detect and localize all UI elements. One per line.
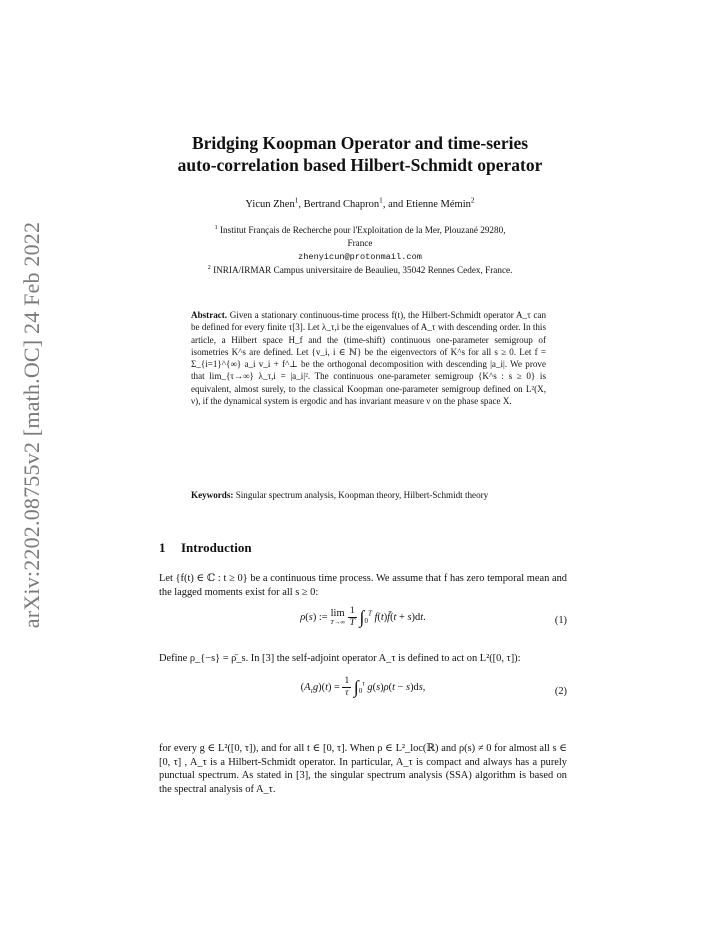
author-2-mark: 1 xyxy=(379,195,383,205)
author-3-mark: 2 xyxy=(470,195,475,205)
title-line-1: Bridging Koopman Operator and time-series xyxy=(191,133,529,153)
arxiv-identifier-text: arXiv:2202.08755v2 [math.OC] 24 Feb 2022 xyxy=(19,221,44,629)
section-title: Introduction xyxy=(181,540,252,555)
author-3: , and Etienne Mémin xyxy=(382,199,471,210)
keywords-text: Singular spectrum analysis, Koopman theory, Hilbert-Schmidt theory xyxy=(235,490,489,500)
affiliation-2 xyxy=(130,264,590,277)
author-list xyxy=(130,195,590,210)
intro-paragraph-2: Define ρ_{−s} = ρ̄_s. In [3] the self-adjoint operator A_τ is defined to act on L²([0, τ]): xyxy=(159,653,521,664)
author-2: , Bertrand Chapron xyxy=(298,199,380,210)
affiliation-1-mark: 1 xyxy=(214,223,218,231)
equation-1 xyxy=(159,606,567,640)
affiliation-2-mark: 2 xyxy=(207,263,211,271)
affiliation-1-text: Institut Français de Recherche pour l'Exploitation de la Mer, Plouzané 29280, xyxy=(217,225,506,235)
section-heading xyxy=(159,540,252,556)
author-email[interactable]: zhenyicun@protonmail.com xyxy=(298,252,422,262)
equation-1-body: ρ(s) := lim T→∞ $\frac{1}{T}$ $\int_0^T$ f(t)f̄(t + s)dt. xyxy=(300,606,426,628)
affiliation-1-country: France xyxy=(347,237,373,248)
section-number: 1 xyxy=(159,540,166,555)
equation-1-number: (1) xyxy=(554,615,567,626)
equation-2 xyxy=(159,676,567,710)
intro-paragraph-1: Let {f(t) ∈ ℂ : t ≥ 0} be a continuous time process. We assume that f has zero temporal mean and the lagged moments exist for all s ≥ 0: xyxy=(159,573,567,598)
paper-title xyxy=(130,132,590,176)
abstract-label: Abstract. xyxy=(191,310,228,320)
abstract-block xyxy=(191,309,546,407)
affiliation-2-text: INRIA/IRMAR Campus universitaire de Beaulieu, 35042 Rennes Cedex, France. xyxy=(210,265,513,275)
keywords-block xyxy=(191,489,546,501)
equation-2-number: (2) xyxy=(554,686,567,697)
intro-paragraph-3: for every g ∈ L²([0, τ]), and for all t ∈ [0, τ]. When ρ ∈ L²_loc(ℝ) and ρ(s) ≠ 0 for almost all s ∈ [0, τ] , A_τ is a Hilbert-Schmidt operator. In particular, A_τ is compact and always has a purely punctual spectrum. As stated in [3], the singular spectrum analysis (SSA) algorithm is based on the spectral analysis of A_τ. xyxy=(159,743,567,795)
arxiv-identifier-stamp xyxy=(18,205,46,645)
equation-2-body: $(A_\tau g)(t)$ = $\frac{1}{\tau}$ $\int_0^\tau$ g(s)ρ(t − s)ds, xyxy=(300,676,426,698)
abstract-text: Given a stationary continuous-time process f(t), the Hilbert-Schmidt operator A_τ can be defined for every finite τ[3]. Let λ_τ,i be the eigenvalues of A_τ with descending order. In this article, a Hilbert space H_f and the (time-shift) continuous one-parameter semigroup of isometries K^s are defined. Let {v_i, i ∈ ℕ} be the eigenvectors of K^s for all s ≥ 0. Let f = Σ_{i=1}^{∞} a_i v_i + f^⊥ be the orthogonal decomposition with descending |a_i|. We prove that lim_{τ→∞} λ_τ,i = |a_i|². The continuous one-parameter semigroup {K^s : s ≥ 0} is equivalent, almost surely, to the classical Koopman one-parameter semigroup defined on L²(X, ν), if the dynamical system is ergodic and has invariant measure ν on the phase space X. xyxy=(191,310,546,407)
title-line-2: auto-correlation based Hilbert-Schmidt operator xyxy=(177,155,543,175)
affiliation-1 xyxy=(130,224,590,249)
author-1-mark: 1 xyxy=(294,195,299,205)
author-1: Yicun Zhen xyxy=(245,199,295,210)
keywords-label: Keywords: xyxy=(191,490,234,500)
